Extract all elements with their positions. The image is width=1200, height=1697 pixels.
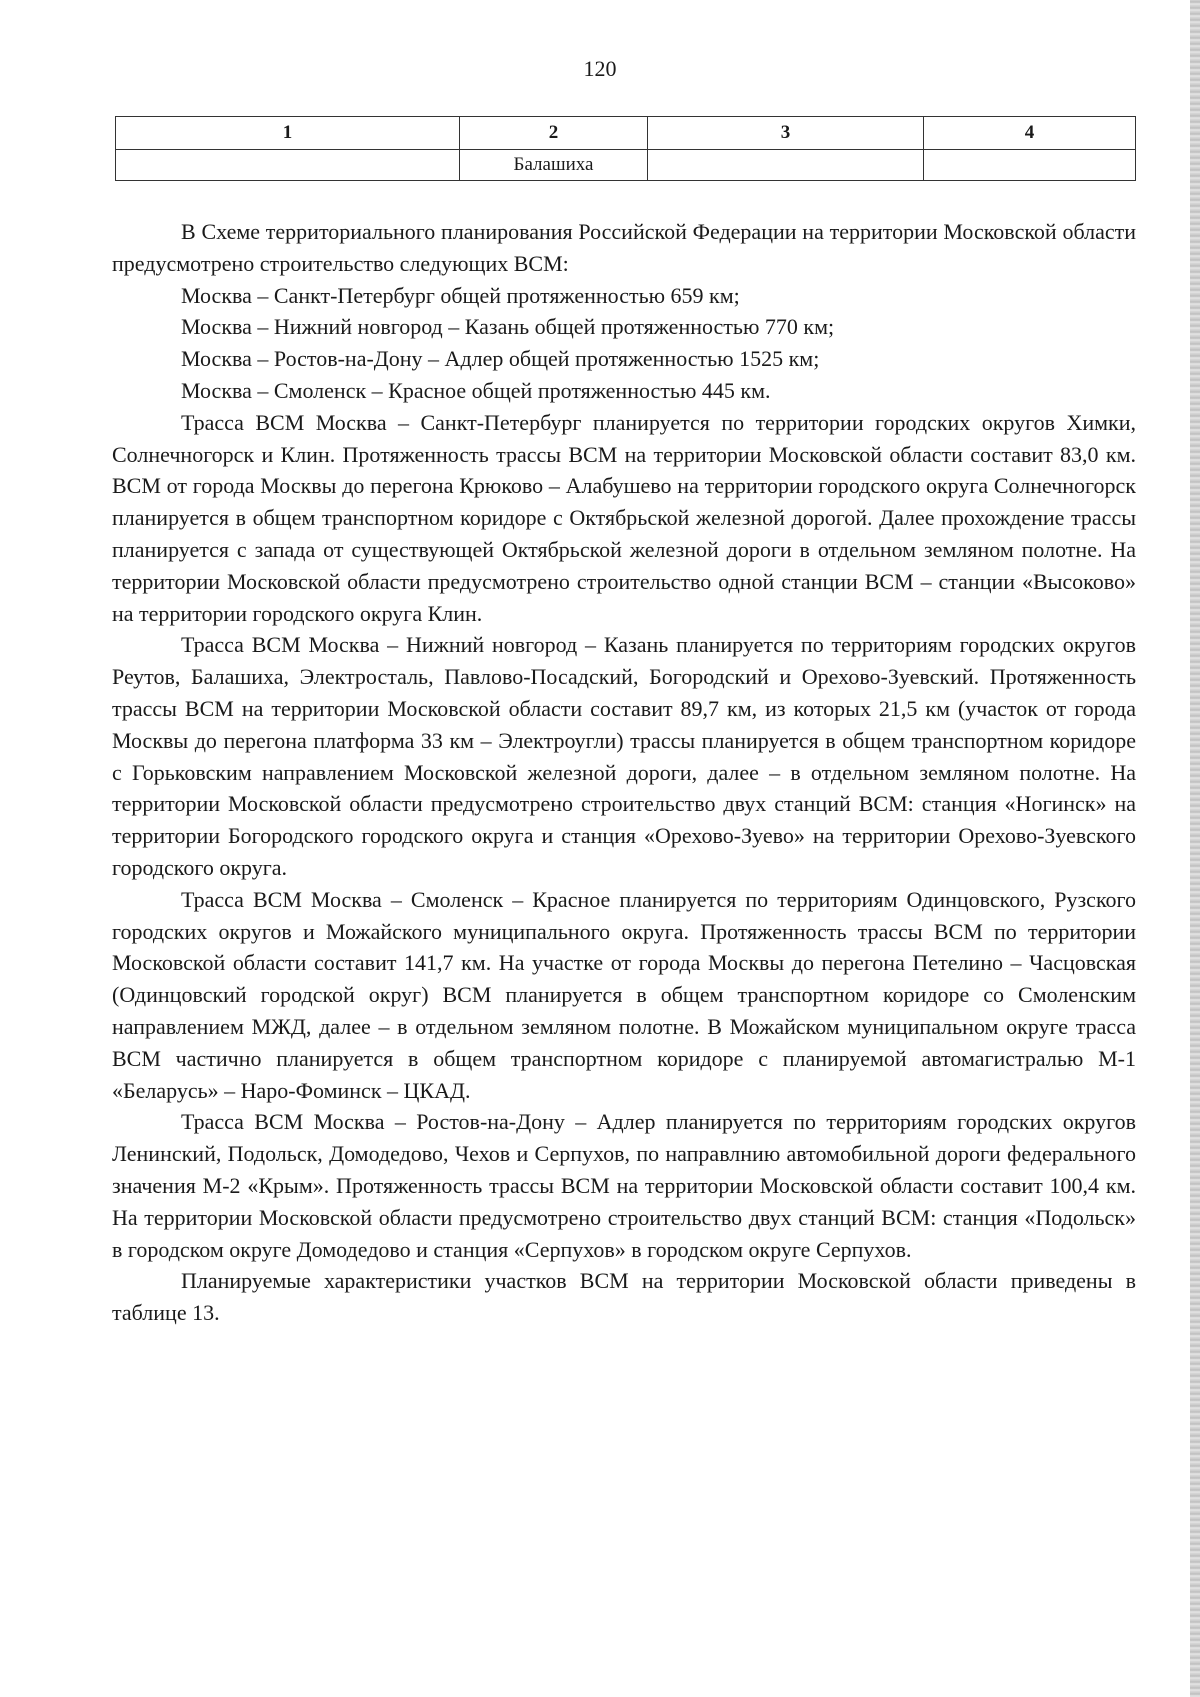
paragraph-route-kazan: Трасса ВСМ Москва – Нижний новгород – Казань планируется по территориям городских округов Реутов, Балашиха, Электросталь, Павлово-Посадский, Богородский и Орехово-Зуевский. Протяженность трассы ВСМ на территории Московской области составит 89,7 км, из которых 21,5 км (участок от города Москвы до перегона платформа 33 км – Электроугли) трассы планируется в общем транспортном коридоре с Горьковским направлением Московской железной дороги, далее – в отдельном земляном полотне. На территории Московской области предусмотрено строительство двух станций ВСМ: станция «Ногинск» на территории Богородского городского округа и станция «Орехово-Зуево» на территории Орехово-Зуевского городского округа. (112, 632, 1136, 880)
table-cell (116, 150, 460, 181)
table-header-cell: 2 (460, 117, 648, 150)
route-list-item: Москва – Смоленск – Красное общей протяженностью 445 км. (181, 377, 771, 403)
table-cell: Балашиха (460, 150, 648, 181)
table-cell (924, 150, 1136, 181)
paragraph-route-adler: Трасса ВСМ Москва – Ростов-на-Дону – Адлер планируется по территориям городских округов Ленинский, Подольск, Домодедово, Чехов и Серпухов, по направлнию автомобильной дороги федерального значения М-2 «Крым». Протяженность трассы ВСМ на территории Московской области составит 100,4 км. На территории Московской области предусмотрено строительство двух станций ВСМ: станция «Подольск» в городском округе Домодедово и станция «Серпухов» в городском округе Серпухов. (112, 1109, 1136, 1262)
route-list-item: Москва – Нижний новгород – Казань общей протяженностью 770 км; (181, 314, 835, 340)
table-cell (648, 150, 924, 181)
paragraph-conclusion: Планируемые характеристики участков ВСМ на территории Московской области приведены в таблице 13. (112, 1268, 1136, 1326)
scan-edge-artifact (1190, 0, 1200, 1697)
table-header-cell: 4 (924, 117, 1136, 150)
paragraph-intro: В Схеме территориального планирования Российской Федерации на территории Московской области предусмотрено строительство следующих ВСМ: (112, 219, 1136, 276)
table-header-cell: 1 (116, 117, 460, 150)
continuation-table (115, 116, 1136, 181)
page-number: 120 (583, 56, 617, 81)
paragraph-route-smolensk: Трасса ВСМ Москва – Смоленск – Красное планируется по территориям Одинцовского, Рузского городских округов и Можайского муниципального округа. Протяженность трассы ВСМ по территории Московской области составит 141,7 км. На участке от города Москвы до перегона Петелино – Часцовская (Одинцовский городской округ) ВСМ планируется в общем транспортном коридоре со Смоленским направлением МЖД, далее – в отдельном земляном полотне. В Можайском муниципальном округе трасса ВСМ частично планируется в общем транспортном коридоре с планируемой автомагистралью М-1 «Беларусь» – Наро-Фоминск – ЦКАД. (112, 886, 1136, 1103)
table-header-cell: 3 (648, 117, 924, 150)
document-body (112, 216, 1136, 1329)
route-list-item: Москва – Санкт-Петербург общей протяженностью 659 км; (181, 282, 740, 308)
route-list-item: Москва – Ростов-на-Дону – Адлер общей протяженностью 1525 км; (181, 346, 820, 372)
table-header-row (116, 117, 1136, 150)
paragraph-route-spb: Трасса ВСМ Москва – Санкт-Петербург планируется по территории городских округов Химки, Солнечногорск и Клин. Протяженность трассы ВСМ на территории Московской области составит 83,0 км. ВСМ от города Москвы до перегона Крюково – Алабушево на территории городского округа Солнечногорск планируется в общем транспортном коридоре с Октябрьской железной дорогой. Далее прохождение трассы планируется с запада от существующей Октябрьской железной дороги в отдельном земляном полотне. На территории Московской области предусмотрено строительство одной станции ВСМ – станции «Высоково» на территории городского округа Клин. (112, 409, 1136, 626)
table-row (116, 150, 1136, 181)
